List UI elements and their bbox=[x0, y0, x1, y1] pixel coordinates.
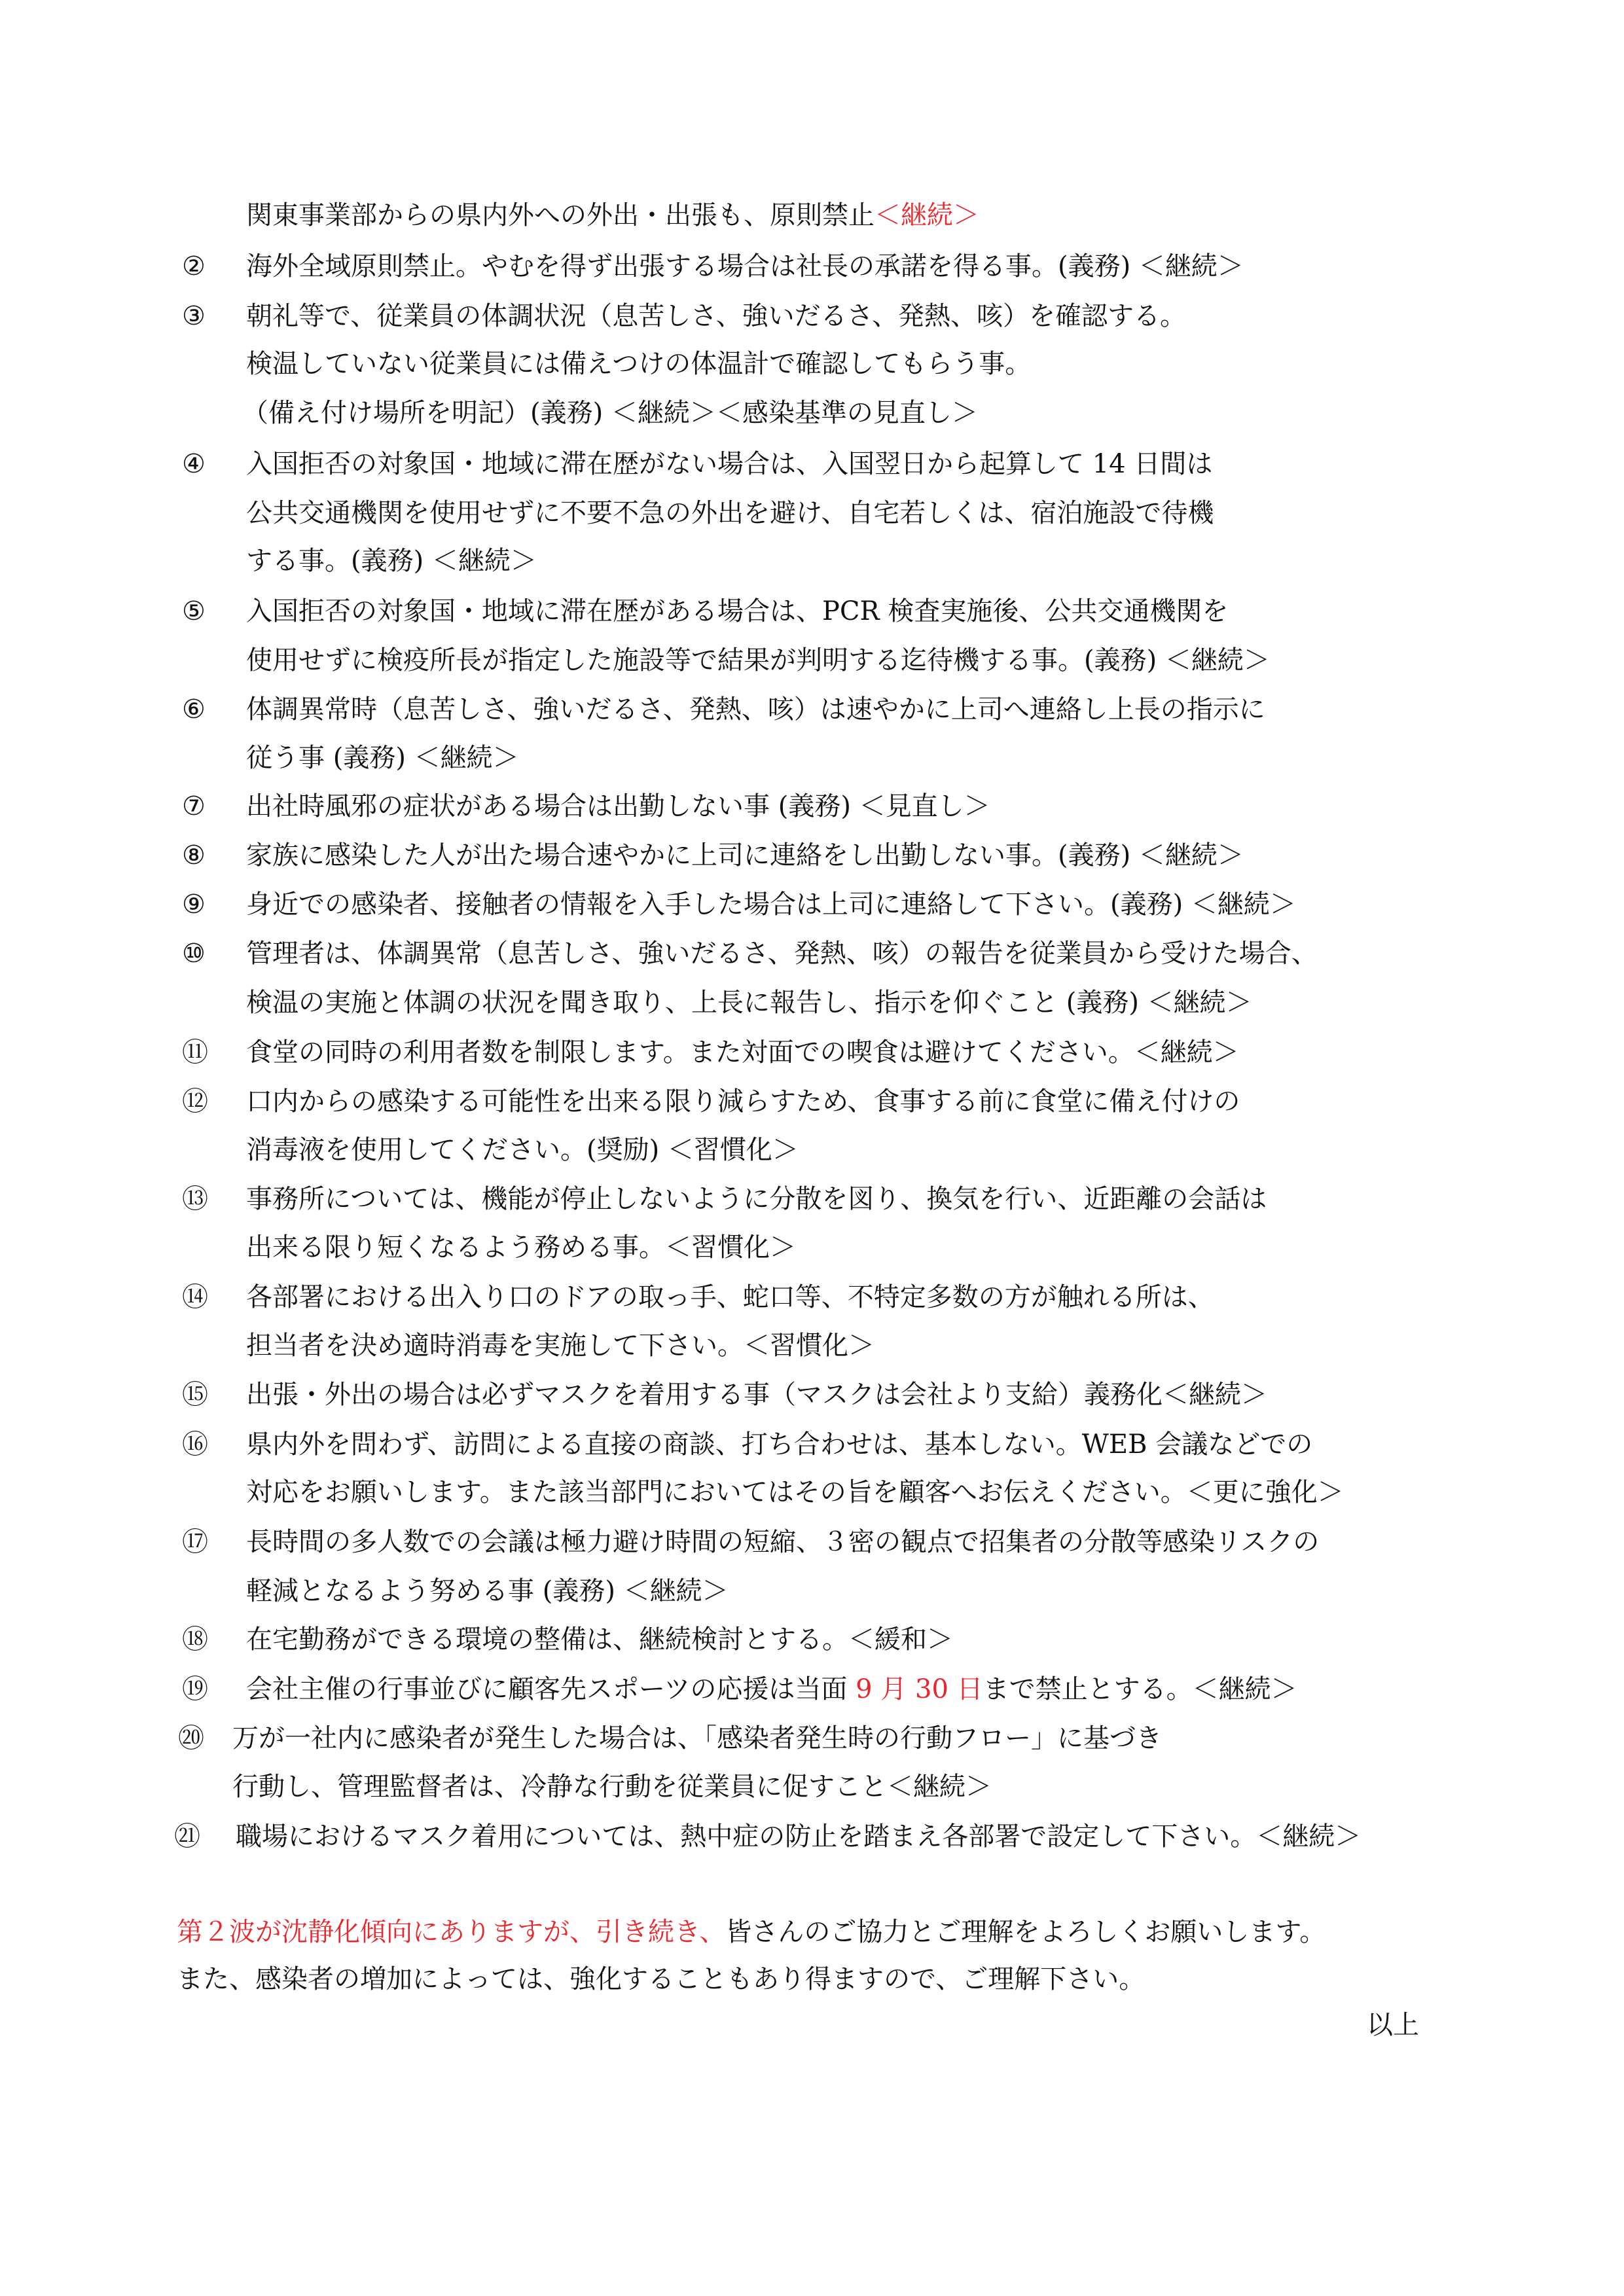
measure-line bbox=[246, 1378, 1267, 1412]
measure-line bbox=[246, 496, 1214, 530]
line-text: 朝礼等で、従業員の体調状況（息苦しさ、強いだるさ、発熱、咳）を確認する。 bbox=[246, 301, 1186, 331]
measure-line bbox=[242, 396, 978, 430]
line-text: 公共交通機関を使用せずに不要不急の外出を避け、自宅若しくは、宿泊施設で待機 bbox=[246, 498, 1214, 528]
measure-line bbox=[246, 1182, 1267, 1216]
item-number: ⑩ bbox=[182, 939, 206, 969]
measure-line bbox=[246, 1427, 1312, 1462]
measure-line bbox=[246, 692, 1265, 726]
line-text: 消毒液を使用してください。(奨励) ＜習慣化＞ bbox=[246, 1135, 799, 1165]
line-text: 軽減となるよう努める事 (義務) ＜継続＞ bbox=[246, 1576, 729, 1606]
line-text: 入国拒否の対象国・地域に滞在歴がある場合は、PCR 検査実施後、公共交通機関を bbox=[246, 596, 1229, 626]
line-text: 食堂の同時の利用者数を制限します。また対面での喫食は避けてください。＜継続＞ bbox=[246, 1037, 1239, 1067]
item-number: ⑥ bbox=[182, 694, 206, 725]
item-number: ④ bbox=[182, 449, 206, 479]
line-text: 事務所については、機能が停止しないように分散を図り、換気を行い、近距離の会話は bbox=[246, 1184, 1267, 1214]
closing-line-2: また、感染者の増加によっては、強化することもあり得ますので、ご理解下さい。 bbox=[177, 1964, 1146, 1994]
closing-line-1 bbox=[177, 1915, 1326, 1949]
measure-line bbox=[246, 1574, 729, 1608]
measure-line bbox=[232, 1770, 992, 1804]
item-number: ⑭ bbox=[182, 1282, 208, 1312]
line-text: 長時間の多人数での会議は極力避け時間の短縮、３密の観点で招集者の分散等感染リスクの bbox=[246, 1527, 1320, 1557]
line-text: まで禁止とする。＜継続＞ bbox=[983, 1674, 1297, 1704]
line-text: 出社時風邪の症状がある場合は出勤しない事 (義務) ＜見直し＞ bbox=[246, 791, 990, 821]
line-text: 県内外を問わず、訪問による直接の商談、打ち合わせは、基本しない。WEB 会議などでの bbox=[246, 1429, 1313, 1460]
measure-line bbox=[246, 1085, 1240, 1119]
line-text: 身近での感染者、接触者の情報を入手した場合は上司に連絡して下さい。(義務) ＜継続＞ bbox=[246, 889, 1296, 920]
line-text: 万が一社内に感染者が発生した場合は、「感染者発生時の行動フロー」に基づき bbox=[232, 1723, 1162, 1753]
highlight-text: 9 月 30 日 bbox=[856, 1674, 983, 1704]
item-number: ⑬ bbox=[182, 1184, 208, 1214]
line-text: 管理者は、体調異常（息苦しさ、強いだるさ、発熱、咳）の報告を従業員から受けた場合、 bbox=[246, 939, 1318, 969]
closing-signature: 以上 bbox=[1367, 2010, 1419, 2040]
measure-line bbox=[246, 249, 1244, 283]
line-text: 体調異常時（息苦しさ、強いだるさ、発熱、咳）は速やかに上司へ連絡し上長の指示に bbox=[246, 694, 1265, 725]
measure-line bbox=[246, 299, 1186, 333]
line-text: 担当者を決め適時消毒を実施して下さい。＜習慣化＞ bbox=[246, 1331, 875, 1361]
measure-line bbox=[246, 1230, 796, 1265]
measure-line bbox=[236, 1820, 1361, 1854]
line-text: 在宅勤務ができる環境の整備は、継続検討とする。＜緩和＞ bbox=[246, 1624, 953, 1655]
measure-line bbox=[246, 198, 979, 232]
item-number: ⑱ bbox=[182, 1624, 208, 1655]
closing-text: 皆さんのご協力とご理解をよろしくお願いします。 bbox=[725, 1917, 1326, 1947]
line-text: 出張・外出の場合は必ずマスクを着用する事（マスクは会社より支給）義務化＜継続＞ bbox=[246, 1380, 1267, 1410]
line-text: 使用せずに検疫所長が指定した施設等で結果が判明する迄待機する事。(義務) ＜継続＞ bbox=[246, 645, 1270, 675]
measure-line bbox=[246, 937, 1318, 971]
measure-line bbox=[246, 594, 1228, 628]
measure-line bbox=[246, 1672, 1297, 1706]
item-number: ⑨ bbox=[182, 889, 206, 920]
item-number: ⑰ bbox=[182, 1527, 208, 1557]
line-text: 海外全域原則禁止。やむを得ず出張する場合は社長の承諾を得る事。(義務) ＜継続＞ bbox=[246, 251, 1244, 281]
item-number: ⑫ bbox=[182, 1086, 208, 1117]
measure-line bbox=[246, 838, 1244, 872]
measure-line bbox=[246, 1525, 1319, 1559]
line-text: 会社主催の行事並びに顧客先スポーツの応援は当面 bbox=[246, 1674, 856, 1704]
line-text: 対応をお願いします。また該当部門においてはその旨を顧客へお伝えください。＜更に強化＞ bbox=[246, 1477, 1344, 1507]
closing-highlight: 第２波が沈静化傾向にありますが、引き続き、 bbox=[177, 1917, 726, 1947]
measure-line bbox=[246, 1329, 875, 1363]
line-text: 検温の実施と体調の状況を聞き取り、上長に報告し、指示を仰ぐこと (義務) ＜継続＞ bbox=[246, 988, 1252, 1018]
line-text: 出来る限り短くなるよう務める事。＜習慣化＞ bbox=[246, 1232, 796, 1263]
highlight-text: ＜継続＞ bbox=[875, 200, 979, 230]
line-text: 家族に感染した人が出た場合速やかに上司に連絡をし出勤しない事。(義務) ＜継続＞ bbox=[246, 840, 1244, 870]
item-number: ⑳ bbox=[178, 1723, 204, 1753]
measure-line bbox=[246, 1035, 1239, 1069]
item-number: ⑦ bbox=[182, 791, 206, 821]
line-text: 行動し、管理監督者は、冷静な行動を従業員に促すこと＜継続＞ bbox=[232, 1772, 992, 1802]
item-number: ⑮ bbox=[182, 1380, 208, 1410]
line-text: する事。(義務) ＜継続＞ bbox=[246, 546, 537, 576]
measure-line bbox=[246, 1280, 1214, 1314]
item-number: ⑤ bbox=[182, 596, 206, 626]
item-number: ③ bbox=[182, 301, 206, 331]
line-text: 関東事業部からの県内外への外出・出張も、原則禁止 bbox=[246, 200, 875, 230]
line-text: 職場におけるマスク着用については、熱中症の防止を踏まえ各部署で設定して下さい。＜継続＞ bbox=[236, 1821, 1362, 1852]
item-number: ⑪ bbox=[182, 1037, 208, 1067]
item-number: ⑧ bbox=[182, 840, 206, 870]
measure-line bbox=[232, 1721, 1162, 1755]
line-text: 口内からの感染する可能性を出来る限り減らすため、食事する前に食堂に備え付けの bbox=[246, 1086, 1240, 1117]
measure-line bbox=[246, 1133, 799, 1167]
line-text: 入国拒否の対象国・地域に滞在歴がない場合は、入国翌日から起算して 14 日間は bbox=[246, 449, 1213, 479]
item-number: ⑯ bbox=[182, 1429, 208, 1460]
line-text: （備え付け場所を明記）(義務) ＜継続＞＜感染基準の見直し＞ bbox=[242, 398, 978, 428]
item-number: ⑲ bbox=[182, 1674, 208, 1704]
measure-line bbox=[246, 643, 1270, 677]
measure-line bbox=[246, 888, 1296, 922]
measure-line bbox=[246, 347, 1031, 381]
item-number: ② bbox=[182, 251, 206, 281]
measure-line bbox=[246, 447, 1212, 481]
measure-line bbox=[246, 789, 990, 823]
line-text: 各部署における出入り口のドアの取っ手、蛇口等、不特定多数の方が触れる所は、 bbox=[246, 1282, 1214, 1312]
line-text: 検温していない従業員には備えつけの体温計で確認してもらう事。 bbox=[246, 349, 1032, 379]
line-text: 従う事 (義務) ＜継続＞ bbox=[246, 743, 519, 773]
measure-line bbox=[246, 741, 519, 775]
measure-line bbox=[246, 986, 1252, 1020]
measure-line bbox=[246, 544, 537, 578]
measure-line bbox=[246, 1475, 1344, 1509]
measure-line bbox=[246, 1623, 953, 1657]
item-number: ㉑ bbox=[174, 1821, 200, 1852]
